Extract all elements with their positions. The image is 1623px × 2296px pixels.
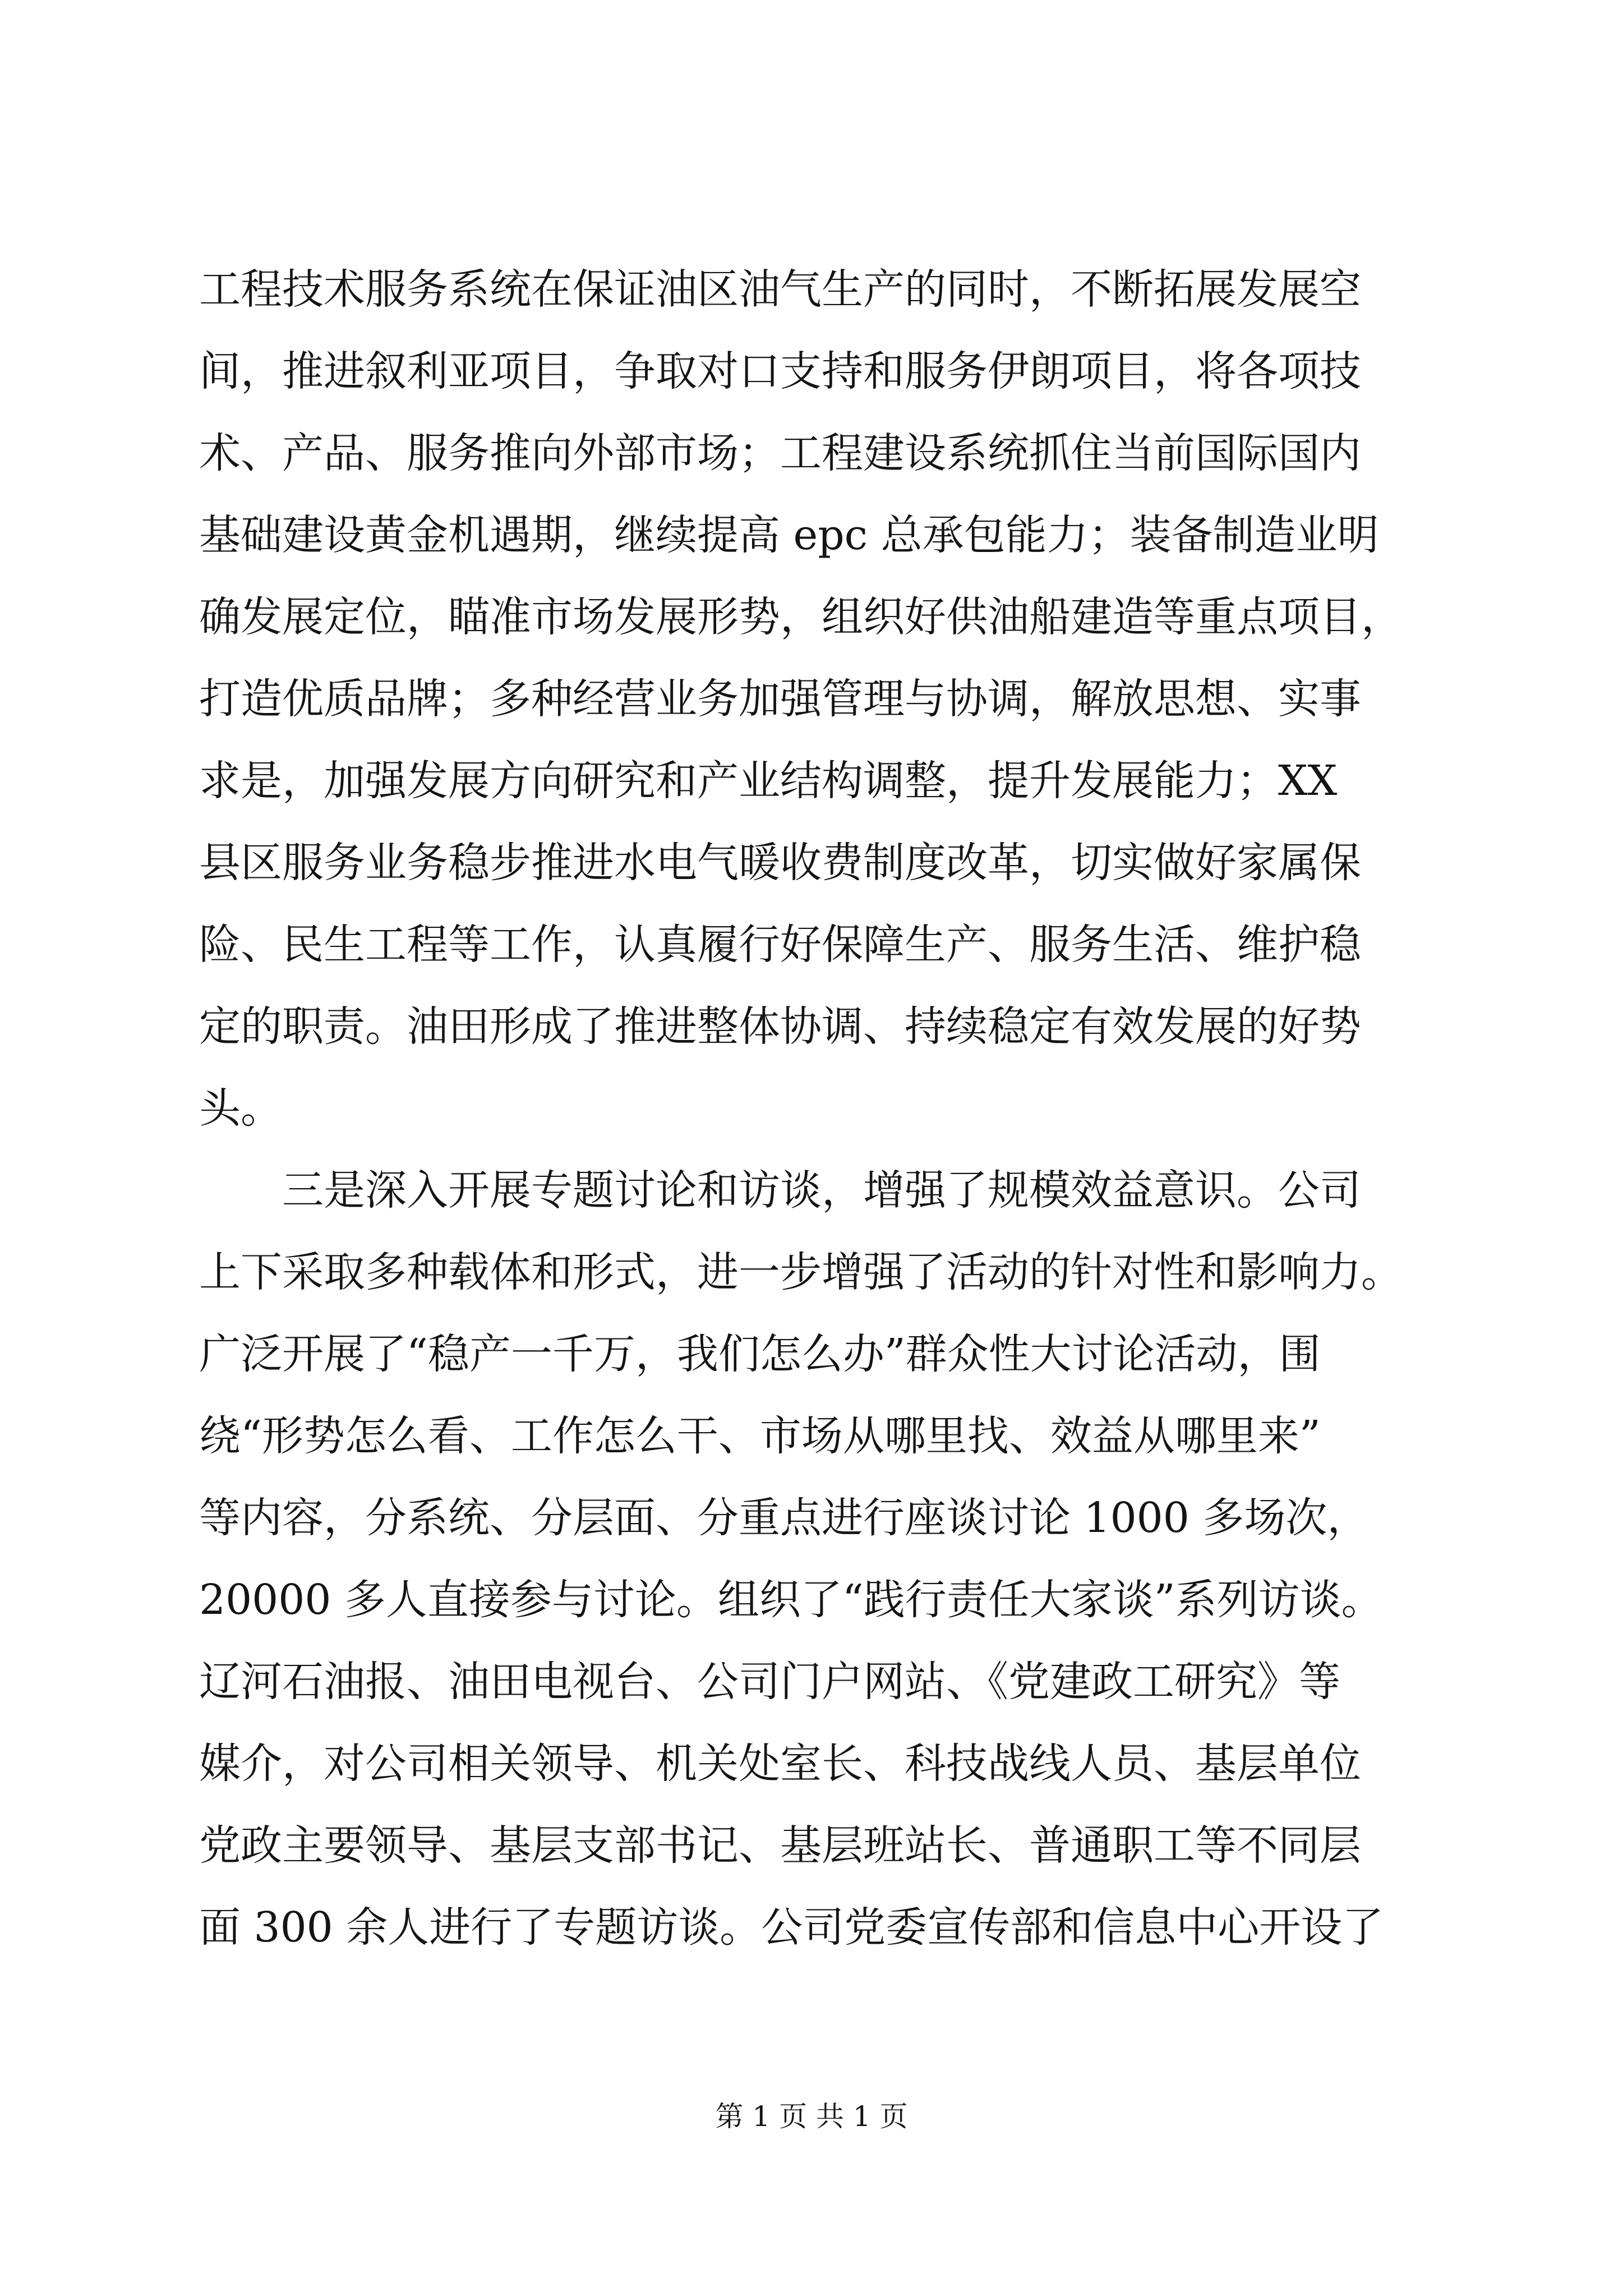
text-line-4: 基础建设黄金机遇期，继续提高 epc 总承包能力；装备制造业明: [199, 511, 1379, 559]
text-line-13: 上下采取多种载体和形式，进一步增强了活动的针对性和影响力。: [199, 1248, 1403, 1296]
text-line-7: 求是，加强发展方向研究和产业结构调整，提升发展能力；XX: [199, 757, 1338, 805]
text-line-17: 20000 多人直接参与讨论。组织了“践行责任大家谈”系列访谈。: [199, 1576, 1383, 1624]
text-line-16: 等内容，分系统、分层面、分重点进行座谈讨论 1000 多场次，: [199, 1494, 1369, 1542]
text-line-20: 党政主要领导、基层支部书记、基层班站长、普通职工等不同层: [199, 1821, 1361, 1870]
text-line-2: 间，推进叙利亚项目，争取对口支持和服务伊朗项目，将各项技: [199, 347, 1361, 395]
text-line-14: 广泛开展了“稳产一千万，我们怎么办”群众性大讨论活动，围: [199, 1330, 1321, 1378]
text-line-5: 确发展定位，瞄准市场发展形势，组织好供油船建造等重点项目，: [199, 593, 1403, 641]
text-line-6: 打造优质品牌；多种经营业务加强管理与协调，解放思想、实事: [199, 675, 1361, 723]
text-line-11: 头。: [199, 1084, 282, 1133]
text-line-10: 定的职责。油田形成了推进整体协调、持续稳定有效发展的好势: [199, 1002, 1361, 1051]
text-line-21: 面 300 余人进行了专题访谈。公司党委宣传部和信息中心开设了: [199, 1903, 1384, 1952]
text-line-15: 绕“形势怎么看、工作怎么干、市场从哪里找、效益从哪里来”: [199, 1412, 1321, 1460]
text-line-19: 媒介，对公司相关领导、机关处室长、科技战线人员、基层单位: [199, 1740, 1361, 1788]
text-line-1: 工程技术服务系统在保证油区油气生产的同时，不断拓展发展空: [199, 265, 1361, 314]
paragraph-start-line: 三是深入开展专题讨论和访谈，增强了规模效益意识。公司: [282, 1166, 1361, 1214]
page-footer: 第 1 页 共 1 页: [715, 2100, 908, 2133]
text-line-8: 县区服务业务稳步推进水电气暖收费制度改革，切实做好家属保: [199, 839, 1361, 887]
text-line-9: 险、民生工程等工作，认真履行好保障生产、服务生活、维护稳: [199, 921, 1361, 969]
text-line-18: 辽河石油报、油田电视台、公司门户网站、《党建政工研究》等: [199, 1658, 1340, 1706]
text-line-3: 术、产品、服务推向外部市场；工程建设系统抓住当前国际国内: [199, 429, 1361, 477]
